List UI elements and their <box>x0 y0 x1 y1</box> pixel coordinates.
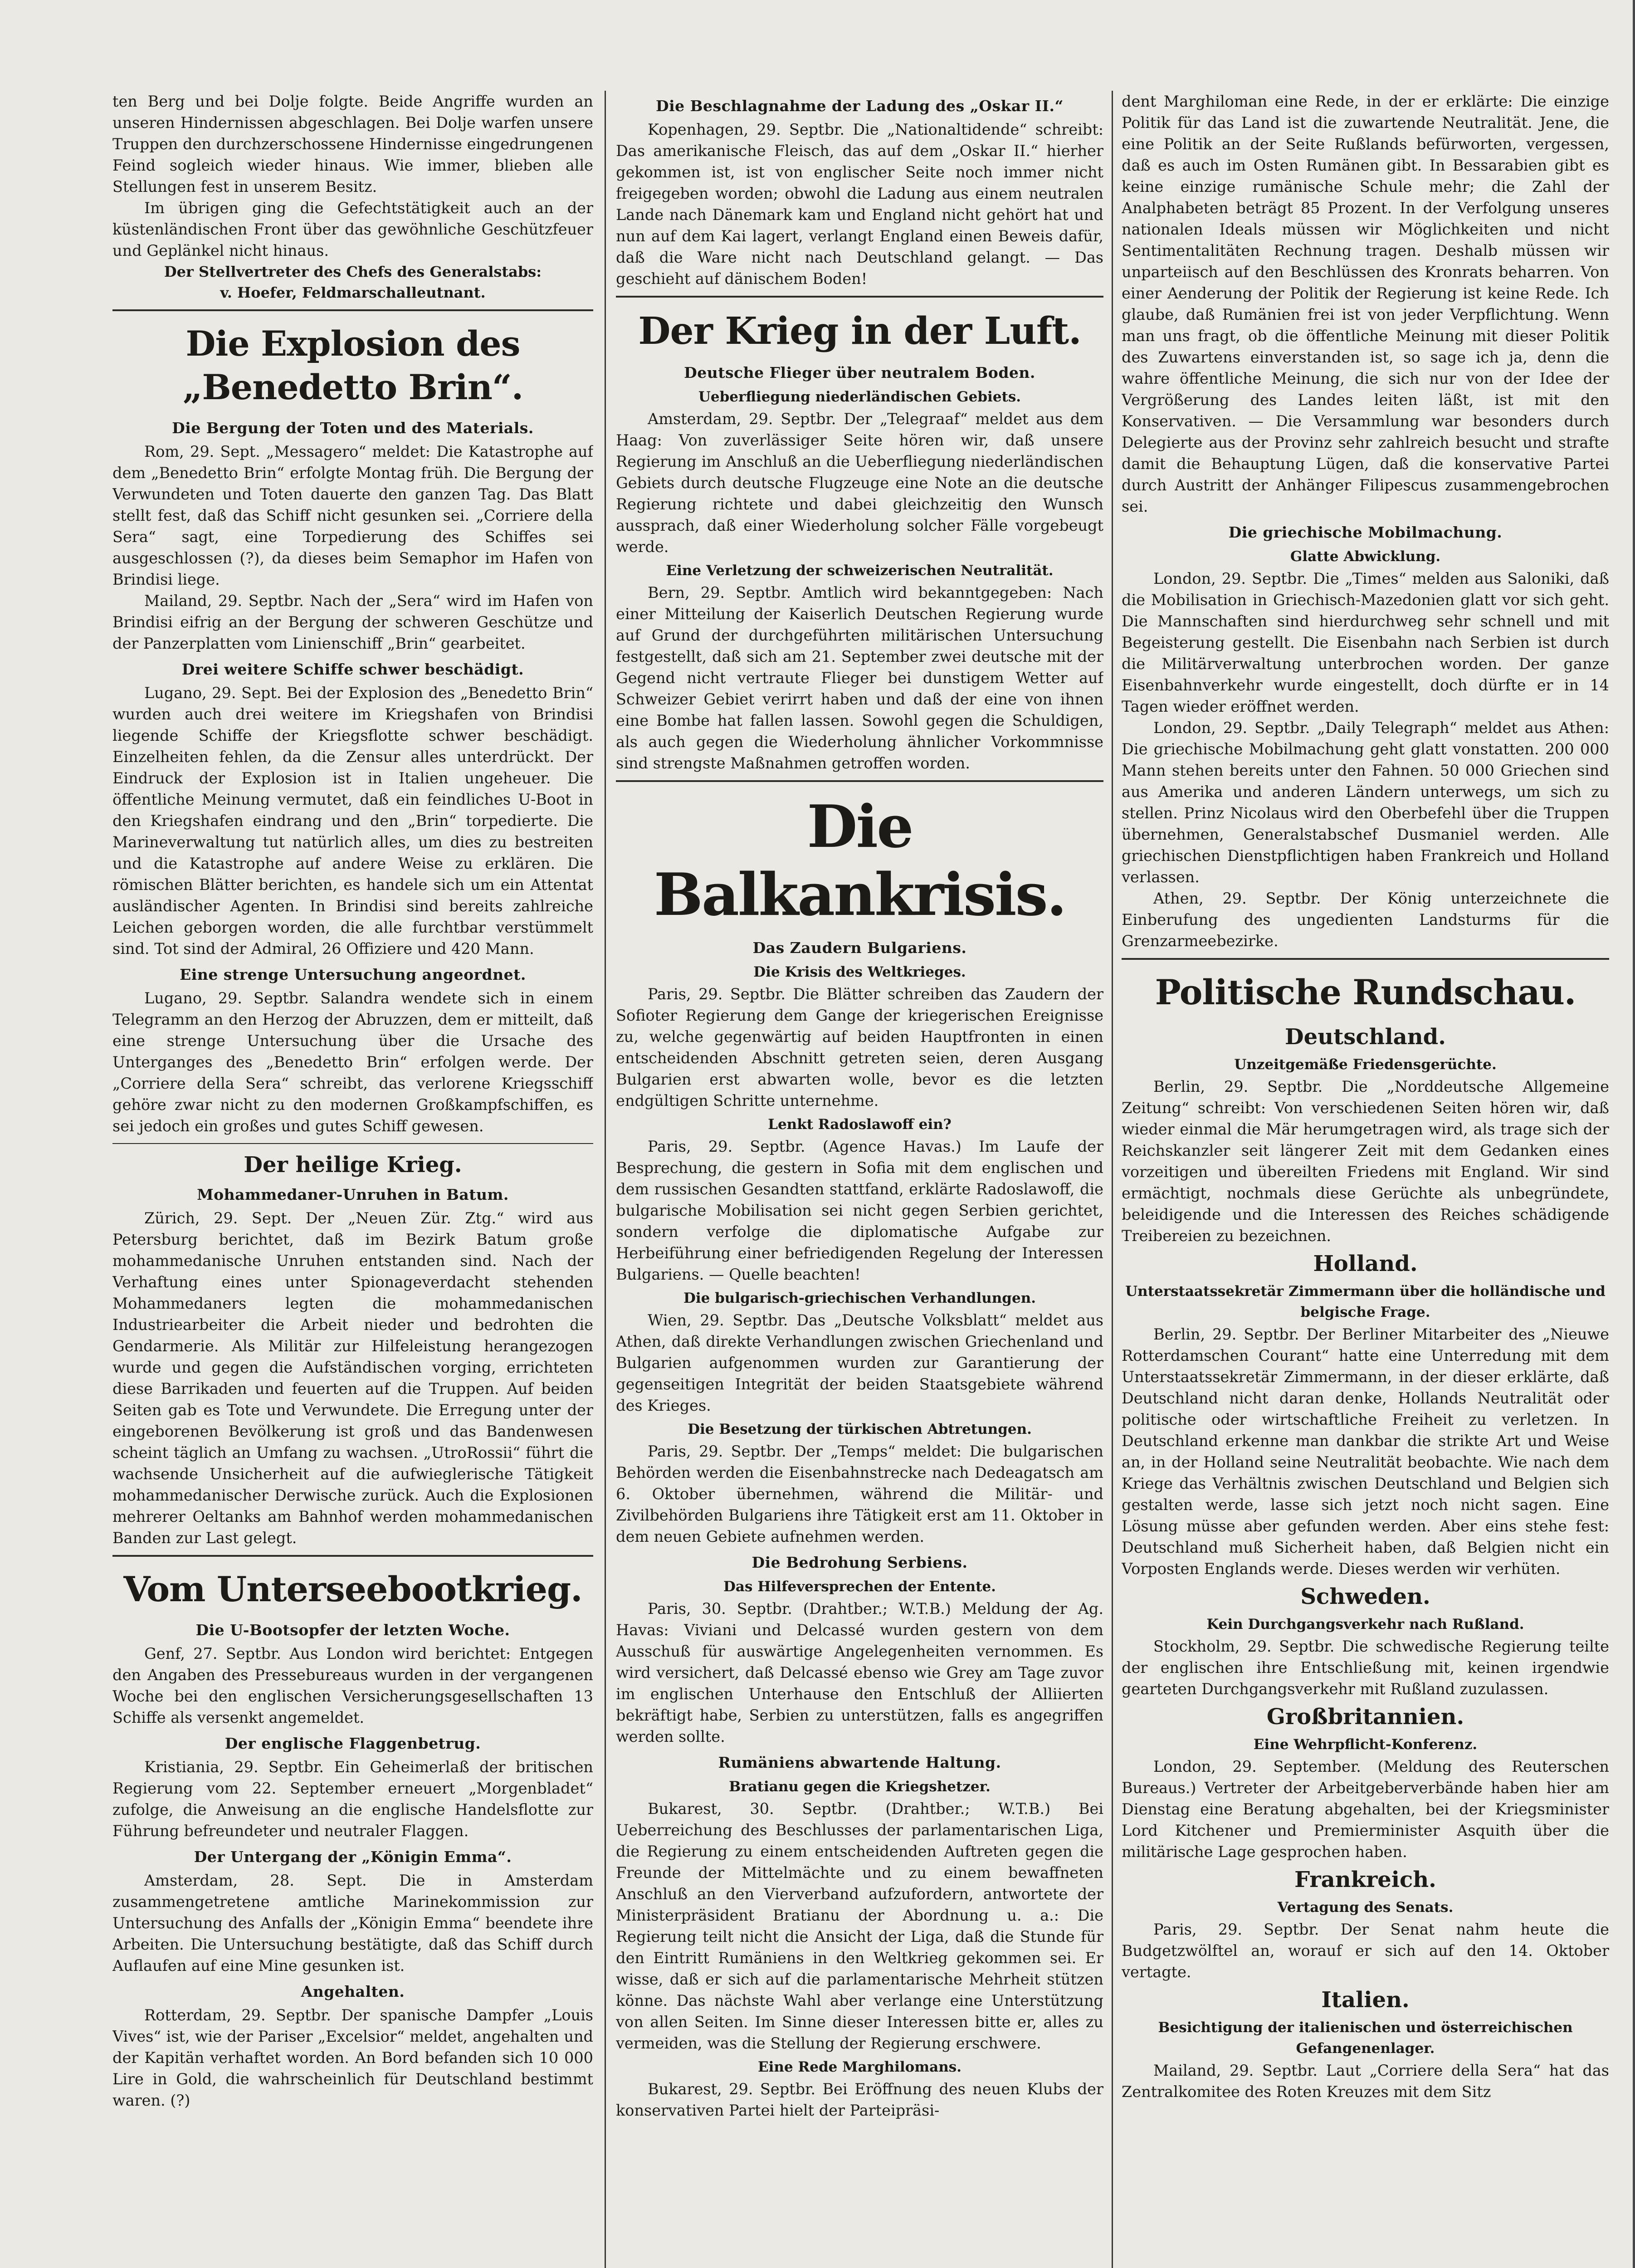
subheading: Kein Durchgangsverkehr nach Rußland. <box>1206 1616 1524 1633</box>
subheading: Das Hilfeversprechen der Entente. <box>723 1579 996 1595</box>
headline-politische-rundschau: Politische Rundschau. <box>1155 972 1576 1012</box>
article-paragraph: Paris, 29. Septbr. Die Blätter schreiben das Zaudern der Sofioter Regierung dem Gange der kriegerischen Ereignisse zu, welche gegenwärtig auf beiden Hauptfronten in einen entscheidenden Abschnitt getreten seien, deren Ausgang Bulgarien erst abwarten wolle, bevor es die letzten endgültigen Schritte unternehme. <box>616 985 1103 1110</box>
headline-heilige-krieg: Der heilige Krieg. <box>244 1152 462 1178</box>
column-right <box>1122 91 1609 2268</box>
article-paragraph: London, 29. Septbr. Die „Times“ melden aus Saloniki, daß die Mobilisation in Griechisch-Mazedonien glatt vor sich geht. Die Mannschaften sind hierdurchweg sehr schnell und mit Begeisterung gestellt. Die Eisenbahn nach Serbien ist durch die Militärverwaltung unterbrochen worden. Der ganze Eisenbahnverkehr wurde eingestellt, doch dürfte er in 14 Tagen wieder eröffnet werden. <box>1122 570 1609 715</box>
headline-unterseebootkrieg: Vom Unterseebootkrieg. <box>123 1569 582 1609</box>
subheading: Die Besetzung der türkischen Abtretungen. <box>688 1421 1032 1437</box>
article-paragraph: Zürich, 29. Sept. Der „Neuen Zür. Ztg.“ wird aus Petersburg berichtet, daß im Bezirk Batum große mohammedanische Unruhen entstanden sind. Nach der Verhaftung eines unter Spionageverdacht stehenden Mohammedaners legten die mohammedanischen Industriearbeiter die Arbeit nieder und bedrohten die Gendarmerie. Als Militär zur Hilfeleistung herangezogen wurde und gegen die Aufständischen vorging, errichteten diese Barrikaden und feuerten auf die Truppen. Auf beiden Seiten gab es Tote und Verwundete. Die Erregung unter der eingeborenen Bevölkerung ist groß und das Bandenwesen scheint täglich an Umfang zu wachsen. „UtroRossii“ führt die wachsende Unsicherheit auf die aufwieglerische Tätigkeit mohammedanischer Derwische zurück. Auch die Explosionen mehrerer Oeltanks am Bahnhof werden mohammedanischen Banden zur Last gelegt. <box>112 1209 593 1547</box>
subheading: Deutsche Flieger über neutralem Boden. <box>684 364 1035 381</box>
article-paragraph: ten Berg und bei Dolje folgte. Beide Angriffe wurden an unseren Hindernissen abgeschlagen. Bei Dolje warfen unsere Truppen den durchzerschossene Hindernisse eingedrungenen Feind sogleich wieder hinaus. Wie immer, blieben alle Stellungen fest in unserem Besitz. <box>112 93 593 196</box>
article-paragraph: Genf, 27. Septbr. Aus London wird berichtet: Entgegen den Angaben des Pressebureaus wurden in der vergangenen Woche bei den englischen Versicherungsgesellschaften 13 Schiffe als versenkt angemeldet. <box>112 1645 593 1726</box>
article-paragraph: Berlin, 29. Septbr. Der Berliner Mitarbeiter des „Nieuwe Rotterdamschen Courant“ hatte eine Unterredung mit dem Unterstaatssekretär Zimmermann, in der dieser erklärte, daß Deutschland nicht daran denke, Hollands Neutralität oder politische oder wirtschaftliche Freiheit zu verletzen. In Deutschland erkenne man dankbar die strikte Art und Weise an, in der Holland seine Neutralität beobachte. Wie nach dem Kriege das Verhältnis zwischen Deutschland und Belgien sich gestalten werde, lasse sich jetzt noch nicht sagen. Eine Lösung müsse aber gefunden werden. Aber eins stehe fest: Deutschland muß Sicherheit haben, daß Belgien nicht ein Vorposten Englands werde. Dieses werden wir verhüten. <box>1122 1325 1609 1578</box>
signature-line: Der Stellvertreter des Chefs des Generalstabs: <box>164 263 542 280</box>
section-title: Deutschland. <box>1285 1024 1446 1050</box>
subheading: Lenkt Radoslawoff ein? <box>768 1116 952 1133</box>
divider <box>112 1555 593 1557</box>
section-title: Holland. <box>1313 1251 1418 1276</box>
subheading: Rumäniens abwartende Haltung. <box>718 1754 1001 1771</box>
subheading: Vertagung des Senats. <box>1277 1899 1454 1916</box>
subheading: Angehalten. <box>301 1983 405 2000</box>
article-paragraph: Athen, 29. Septbr. Der König unterzeichnete die Einberufung des ungedienten Landsturms für die Grenzarmeebezirke. <box>1122 890 1609 950</box>
divider <box>616 780 1103 782</box>
signature-line: v. Hoefer, Feldmarschalleutnant. <box>220 284 486 301</box>
article-paragraph: Lugano, 29. Sept. Bei der Explosion des „Benedetto Brin“ wurden auch drei weitere im Kriegshafen von Brindisi liegende Schiffe der Kriegsflotte schwer beschädigt. Einzelheiten fehlen, da die Zensur alles unterdrückt. Der Eindruck der Explosion ist in Italien ungeheuer. Die öffentliche Meinung vermutet, daß ein feindliches U-Boot in den Kriegshafen eindrang und den „Brin“ torpedierte. Die Marineverwaltung tut natürlich alles, um dies zu bestreiten und die Katastrophe auf andere Weise zu erklären. Die römischen Blätter berichten, es handele sich um ein Attentat ausländischer Agenten. In Brindisi sind bereits zahlreiche Leichen geborgen worden, die alle furchtbar verstümmelt sind. Tot sind der Admiral, 26 Offiziere und 420 Mann. <box>112 684 593 958</box>
article-paragraph: Bern, 29. Septbr. Amtlich wird bekanntgegeben: Nach einer Mitteilung der Kaiserlich Deutschen Regierung wurde auf Grund der durchgeführten militärischen Untersuchung festgestellt, daß sich am 21. September zwei deutsche mit der Gegend nicht vertraute Flieger bei dunstigem Wetter auf Schweizer Gebiet verirrt haben und daß der eine von ihnen eine Bombe hat fallen lassen. Sowohl gegen die Schuldigen, als auch gegen die Wiederholung ähnlicher Vorkommnisse sind strengste Maßnahmen getroffen worden. <box>616 584 1103 772</box>
headline-explosion: Die Explosion des „Benedetto Brin“. <box>182 323 523 407</box>
subheading: Die bulgarisch-griechischen Verhandlungen. <box>683 1290 1036 1306</box>
article-paragraph: Paris, 29. Septbr. Der Senat nahm heute die Budgetzwölftel an, worauf er sich auf den 14. Oktober vertagte. <box>1122 1921 1609 1981</box>
subheading: Das Zaudern Bulgariens. <box>752 939 967 957</box>
article-paragraph: Rom, 29. Sept. „Messagero“ meldet: Die Katastrophe auf dem „Benedetto Brin“ erfolgte Montag früh. Die Bergung der Verwundeten und Toten dauerte den ganzen Tag. Das Blatt stellt fest, daß das Schiff nicht gesunken sei. „Corriere della Sera“ sagt, eine Torpedierung des Schiffes sei ausgeschlossen (?), da dieses beim Semaphor im Hafen von Brindisi liege. <box>112 443 593 588</box>
article-paragraph: London, 29. Septbr. „Daily Telegraph“ meldet aus Athen: Die griechische Mobilmachung geht glatt vonstatten. 200 000 Mann stehen bereits unter den Fahnen. 50 000 Griechen sind aus Amerika und anderen Ländern unterwegs, um sich zu stellen. Prinz Nicolaus wird den Oberbefehl über die Truppen übernehmen, Generalstabschef Dusmaniel werden. Alle griechischen Dienstpflichtigen haben Frankreich und Holland verlassen. <box>1122 719 1609 886</box>
subheading: Eine strenge Untersuchung angeordnet. <box>180 966 526 983</box>
article-paragraph: Mailand, 29. Septbr. Nach der „Sera“ wird im Hafen von Brindisi eifrig an der Bergung der schweren Geschütze und der Panzerplatten vom Linienschiff „Brin“ gearbeitet. <box>112 592 593 652</box>
article-paragraph: Paris, 30. Septbr. (Drahtber.; W.T.B.) Meldung der Ag. Havas: Viviani und Delcassé wurden gestern von dem Ausschuß für auswärtige Angelegenheiten vernommen. Es wird versichert, daß Delcassé ebenso wie Grey am Tage zuvor im englischen Unterhause den Entschluß der Alliierten bekräftigt habe, Serbien zu unterstützen, falls es angegriffen werden sollte. <box>616 1600 1103 1745</box>
article-paragraph: Mailand, 29. Septbr. Laut „Corriere della Sera“ hat das Zentralkomitee des Roten Kreuzes mit dem Sitz <box>1122 2062 1609 2101</box>
article-paragraph: Amsterdam, 28. Sept. Die in Amsterdam zusammengetretene amtliche Marinekommission zur Untersuchung des Anfalls der „Königin Emma“ beendete ihre Arbeiten. Die Untersuchung bestätigte, daß das Schiff durch Auflaufen auf eine Mine gesunken ist. <box>112 1872 593 1975</box>
article-paragraph: Amsterdam, 29. Septbr. Der „Telegraaf“ meldet aus dem Haag: Von zuverlässiger Seite hören wir, daß unsere Regierung im Anschluß an die Ueberfliegung niederländischen Gebiets durch deutsche Flugzeuge eine Note an die deutsche Regierung richtete und dabei gleichzeitig den Wunsch aussprach, daß einer Wiederholung solcher Fälle vorgebeugt werde. <box>616 410 1103 556</box>
headline-balkankrisis: Die Balkankrisis. <box>654 793 1066 929</box>
subheading: Die Krisis des Weltkrieges. <box>753 964 966 980</box>
article-paragraph: Wien, 29. Septbr. Das „Deutsche Volksblatt“ meldet aus Athen, daß direkte Verhandlungen zwischen Griechenland und Bulgarien aufgenommen wurden zur Garantierung der gegenseitigen Integrität der beiden Staatsgebiete während des Krieges. <box>616 1311 1103 1414</box>
divider <box>616 296 1103 298</box>
article-paragraph: dent Marghiloman eine Rede, in der er erklärte: Die einzige Politik für das Land ist die zuwartende Neutralität. Jene, die eine Politik an der Seite Rußlands befürworten, vergessen, daß es auch im Osten Rumänen gibt. In Bessarabien gibt es keine einzige rumänische Schule mehr; die Zahl der Analphabeten beträgt 85 Prozent. In der Verfolgung unseres nationalen Ideals müssen wir Möglichkeiten und nicht Sentimentalitäten Rechnung tragen. Deshalb müssen wir unparteiisch auf den Beschlüssen des Kronrats beharren. Von einer Aenderung der Politik der Regierung ist keine Rede. Ich glaube, daß Rumänien frei ist von jeder Verpflichtung. Wenn man uns fragt, ob die öffentliche Meinung mit dieser Politik des Zuwartens einverstanden ist, so sage ich ja, denn die wahre öffentliche Meinung, die sich nur von der Idee der Vergrößerung des Landes leiten läßt, ist mit den Konservativen. — Die Versammlung war besonders durch Delegierte aus der Provinz sehr zahlreich besucht und strafte damit die Behauptung Lügen, daß die konservative Partei durch Austritt der Anhänger Filipescus zusammengebrochen sei. <box>1122 93 1609 515</box>
subheading: Die Bedrohung Serbiens. <box>752 1554 968 1571</box>
subheading: Unterstaatssekretär Zimmermann über die holländische und belgische Frage. <box>1125 1283 1606 1320</box>
section-title: Frankreich. <box>1294 1867 1436 1892</box>
subheading: Die Beschlagnahme der Ladung des „Oskar II.“ <box>655 97 1064 115</box>
article-paragraph: Paris, 29. Septbr. (Agence Havas.) Im Laufe der Besprechung, die gestern in Sofia mit dem englischen und dem russischen Gesandten stattfand, erklärte Radoslawoff, die bulgarische Mobilisation sei nicht gegen Serbien gerichtet, sondern verfolge die diplomatische Aufgabe zur Herbeiführung einer befriedigenden Regelung der Interessen Bulgariens. — Quelle beachten! <box>616 1138 1103 1283</box>
column-left <box>112 91 593 2268</box>
subheading: Bratianu gegen die Kriegshetzer. <box>729 1779 991 1795</box>
subheading: Besichtigung der italienischen und österreichischen Gefangenenlager. <box>1158 2019 1573 2057</box>
article-paragraph: Im übrigen ging die Gefechtstätigkeit auch an der küstenländischen Front über das gewöhnliche Geschützfeuer und Geplänkel nicht hinaus. <box>112 199 593 259</box>
article-paragraph: Lugano, 29. Septbr. Salandra wendete sich in einem Telegramm an den Herzog der Abruzzen, dem er mitteilt, daß eine strenge Untersuchung über die Ursache des Unterganges des „Benedetto Brin“ erfolgen werde. Der „Corriere della Sera“ schreibt, das verlorene Kriegsschiff gehöre zwar nicht zu den modernen Großkampfschiffen, es sei jedoch ein großes und gutes Schiff gewesen. <box>112 989 593 1135</box>
section-title: Großbritannien. <box>1266 1704 1464 1730</box>
subheading: Drei weitere Schiffe schwer beschädigt. <box>181 660 524 678</box>
subheading: Der Untergang der „Königin Emma“. <box>194 1848 512 1866</box>
page-frame <box>112 91 1609 2268</box>
subheading: Eine Wehrpflicht-Konferenz. <box>1253 1736 1478 1753</box>
subheading: Eine Rede Marghilomans. <box>758 2059 961 2075</box>
article-paragraph: Bukarest, 29. Septbr. Bei Eröffnung des neuen Klubs der konservativen Partei hielt der Parteipräsi- <box>616 2080 1103 2119</box>
section-title: Italien. <box>1321 1987 1410 2013</box>
subheading: Ueberfliegung niederländischen Gebiets. <box>698 389 1021 405</box>
subheading: Die griechische Mobilmachung. <box>1228 523 1503 541</box>
article-paragraph: Bukarest, 30. Septbr. (Drahtber.; W.T.B.) Bei Ueberreichung des Beschlusses der parlamentarischen Liga, die Regierung zu einem entscheidenden Auftreten gegen die Freunde der Mittelmächte und zu einem bewaffneten Anschluß an den Vierverband aufzufordern, antwortete der Ministerpräsident Bratianu der Abordnung u. a.: Die Regierung teilt nicht die Ansicht der Liga, daß die Stunde für den Eintritt Rumäniens in den Weltkrieg gekommen sei. Er wisse, daß er sich auf die parlamentarische Mehrheit stützen könne. Das nächste Wahl aber verlange eine Unterstützung von allen Seiten. Im Sinne dieser Interessen bitte er, alles zu vermeiden, was die Stellung der Regierung erschwere. <box>616 1800 1103 2052</box>
subheading: Die U-Bootsopfer der letzten Woche. <box>195 1621 510 1639</box>
subheading: Eine Verletzung der schweizerischen Neutralität. <box>666 562 1054 579</box>
column-rule <box>605 91 606 2268</box>
divider <box>112 1143 593 1144</box>
subheading: Glatte Abwicklung. <box>1290 548 1441 565</box>
article-paragraph: Kopenhagen, 29. Septbr. Die „Nationaltidende“ schreibt: Das amerikanische Fleisch, das auf dem „Oskar II.“ hierher gekommen ist, ist von englischer Seite noch immer nicht freigegeben worden; obwohl die Ladung aus einem neutralen Lande nach Dänemark kam und England nicht gehört hat und nun auf dem Kai lagert, verlangt England einen Beweis dafür, daß die Ware nicht nach Deutschland gelangt. — Das geschieht auf dänischem Boden! <box>616 121 1103 288</box>
subheading: Mohammedaner-Unruhen in Batum. <box>197 1186 509 1203</box>
article-paragraph: Kristiania, 29. Septbr. Ein Geheimerlaß der britischen Regierung vom 22. September erneuert „Morgenbladet“ zufolge, die Anweisung an die englische Handelsflotte zur Führung befreundeter und neutraler Flaggen. <box>112 1758 593 1840</box>
subheading: Der englische Flaggenbetrug. <box>225 1735 481 1752</box>
article-paragraph: London, 29. September. (Meldung des Reuterschen Bureaus.) Vertreter der Arbeitgeberverbände haben hier am Dienstag eine Beratung abgehalten, bei der Kriegsminister Lord Kitchener und Premierminister Asquith über die militärische Lage gesprochen haben. <box>1122 1758 1609 1861</box>
column-rule <box>1112 91 1113 2268</box>
article-paragraph: Rotterdam, 29. Septbr. Der spanische Dampfer „Louis Vives“ ist, wie der Pariser „Excelsior“ meldet, angehalten und der Kapitän verhaftet worden. An Bord befanden sich 10 000 Lire in Gold, die wahrscheinlich für Deutschland bestimmt waren. (?) <box>112 2006 593 2109</box>
subheading: Die Bergung der Toten und des Materials. <box>172 419 534 437</box>
divider <box>112 309 593 311</box>
subheading: Unzeitgemäße Friedensgerüchte. <box>1234 1056 1497 1073</box>
section-title: Schweden. <box>1300 1584 1430 1609</box>
column-middle <box>616 91 1103 2268</box>
article-paragraph: Stockholm, 29. Septbr. Die schwedische Regierung teilte der englischen ihre Entschließung mit, keinen irgendwie gearteten Durchgangsverkehr mit Rußland zuzulassen. <box>1122 1637 1609 1698</box>
article-paragraph: Berlin, 29. Septbr. Die „Norddeutsche Allgemeine Zeitung“ schreibt: Von verschiedenen Seiten hören wir, daß wieder einmal die Mär herumgetragen wird, als trage sich der Reichskanzler seit längerer Zeit mit dem Gedanken eines vorzeitigen und übereilten Friedens mit England. Wir sind ermächtigt, nochmals diese Gerüchte als unbegründete, beleidigende und die Interessen des Reiches schädigende Treibereien zu bezeichnen. <box>1122 1078 1609 1245</box>
divider <box>1122 958 1609 960</box>
headline-krieg-luft: Der Krieg in der Luft. <box>638 309 1081 353</box>
article-paragraph: Paris, 29. Septbr. Der „Temps“ meldet: Die bulgarischen Behörden werden die Eisenbahnstrecke nach Dedeagatsch am 6. Oktober übernehmen, während die Militär- und Zivilbehörden Bulgariens ihre Tätigkeit erst am 11. Oktober in dem neuen Gebiete aufnehmen werden. <box>616 1442 1103 1545</box>
